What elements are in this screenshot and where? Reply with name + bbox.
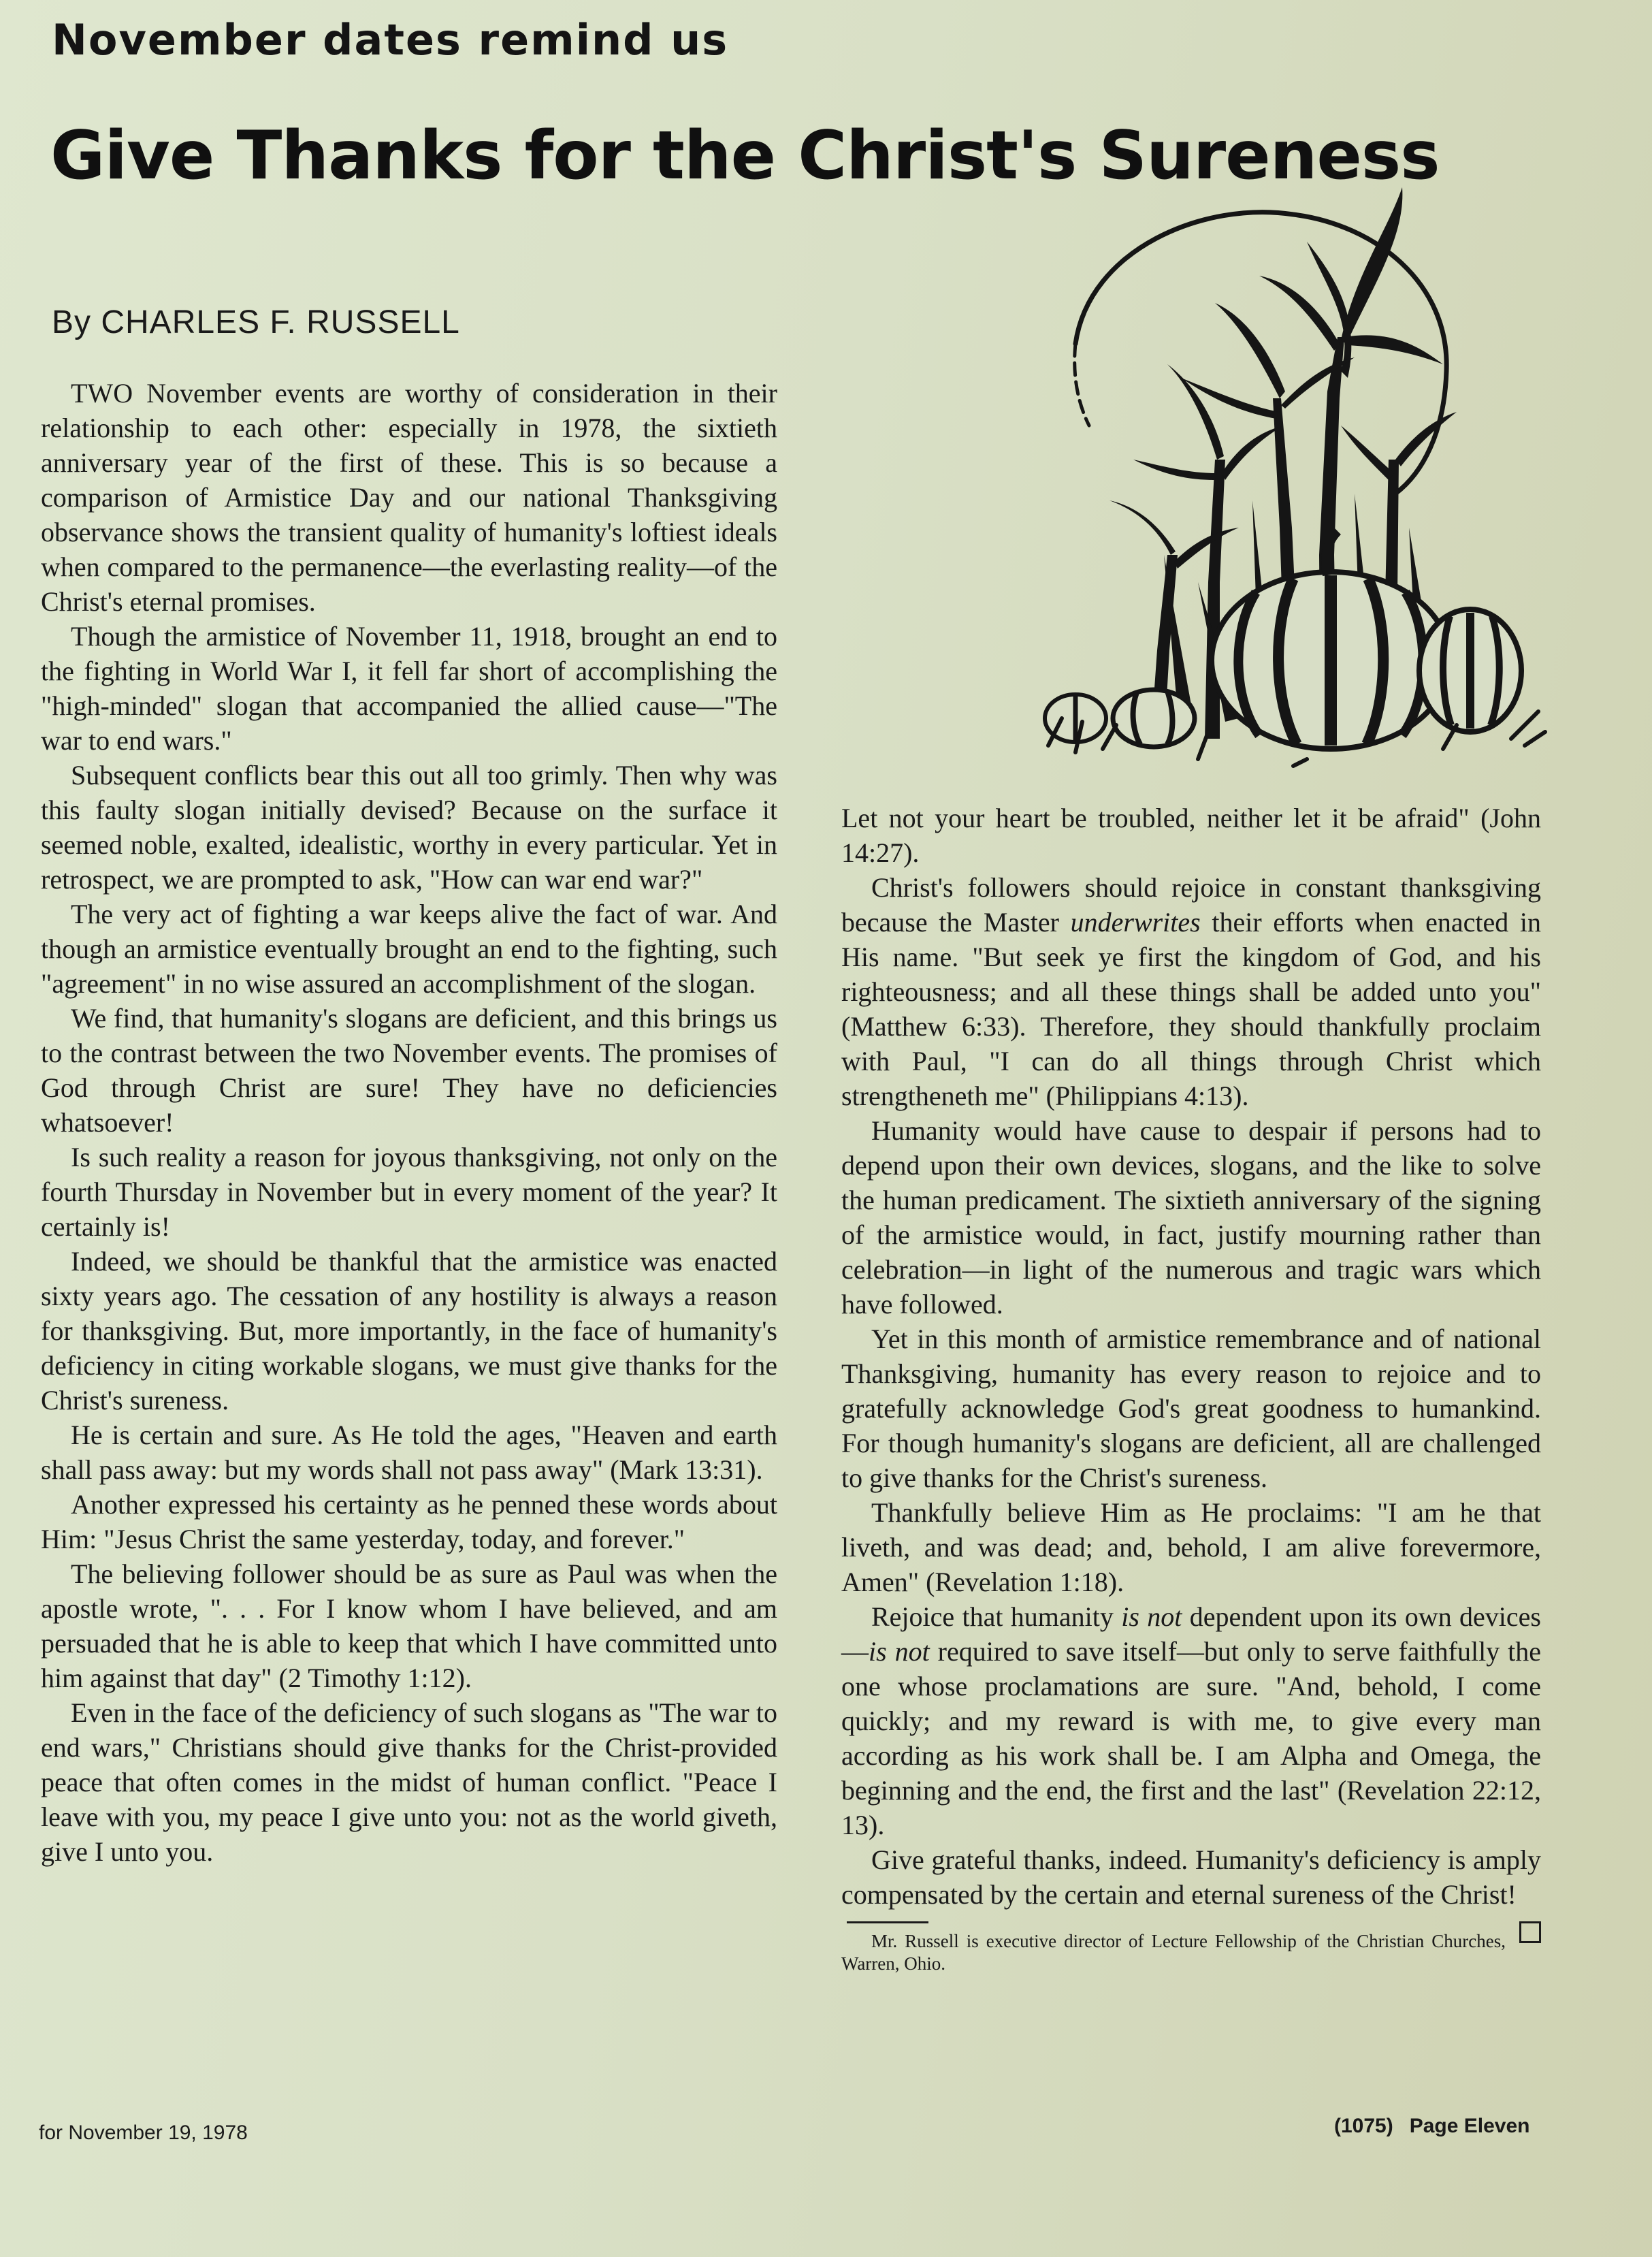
paragraph-continuation: Let not your heart be troubled, neither let it be afraid" (John 14:27). (841, 803, 1541, 868)
article-title: Give Thanks for the Christ's Sureness (50, 117, 1440, 195)
paragraph: Another expressed his certainty as he penned these words about Him: "Jesus Christ the same yesterday, today, and forever." (41, 1489, 777, 1554)
text-run: Rejoice that humanity (871, 1601, 1122, 1632)
page-number (1334, 2115, 1529, 2138)
page-label: Page Eleven (1409, 2115, 1530, 2137)
text-run: their efforts when enacted in His name. "But seek ye first the kingdom of God, and his righteousness; and all these things shall be added unto you" (Matthew 6:33). Therefore, they should thankfully proclaim with Paul, "I can do all things through Christ which strengtheneth me" (Philippians 4:13). (841, 907, 1542, 1111)
paragraph: He is certain and sure. As He told the ages, "Heaven and earth shall pass away: but my words shall not pass away" (Mark 13:31). (41, 1420, 777, 1485)
page-code: (1075) (1334, 2115, 1393, 2137)
right-column (841, 801, 1541, 1975)
paragraph: We find, that humanity's slogans are deficient, and this brings us to the contrast between the two November events. The promises of God through Christ are sure! They have no deficiencies whatsoever! (41, 1003, 777, 1138)
harvest-corn-pumpkin-illustration (1035, 174, 1552, 786)
byline: By CHARLES F. RUSSELL (52, 304, 460, 340)
emphasis: is not (1121, 1601, 1182, 1632)
paragraph (841, 1842, 1541, 1912)
paragraph: TWO November events are worthy of consideration in their relationship to each other: especially in 1978, the sixtieth anniversary year of the first of these. This is so because a comparison of Armistice Day and our national Thanksgiving observance shows the transient quality of humanity's loftiest ideals when compared to the permanence—the everlasting reality—of the Christ's eternal promises. (41, 378, 777, 617)
paragraph: The believing follower should be as sure as Paul was when the apostle wrote, ". . . For I know whom I have believed, and am persuaded that he is able to keep that which I have committed unto him against that day" (2 Timothy 1:12). (41, 1558, 777, 1693)
text-run: dependent upon its own devices— (841, 1601, 1541, 1667)
emphasis: underwrites (1070, 907, 1201, 938)
text-run: Christ's followers should rejoice in constant thanksgiving because the Master (841, 872, 1541, 938)
emphasis: is not (869, 1636, 930, 1667)
kicker: November dates remind us (52, 15, 729, 65)
paragraph: Even in the face of the deficiency of such slogans as "The war to end wars," Christians should give thanks for the Christ-provided peace that often comes in the midst of human conflict. "Peace I leave with you, my peace I give unto you: not as the world giveth, give I unto you. (41, 1697, 777, 1867)
paragraph: Though the armistice of November 11, 1918, brought an end to the fighting in World War I, it fell far short of accomplishing the "high-minded" slogan that accompanied the allied cause—"The war to end wars." (41, 621, 777, 756)
left-column (41, 376, 777, 1869)
text-run: required to save itself—but only to serve faithfully the one whose proclamations are sure. "And, behold, I come quickly; and my reward is with me, to give every man according as his work shall be. I am Alpha and Omega, the beginning and the end, the first and the last" (Revelation 22:12, 13). (841, 1636, 1541, 1840)
paragraph (841, 1599, 1541, 1842)
paragraph: Is such reality a reason for joyous thanksgiving, not only on the fourth Thursday in November but in every moment of the year? It certainly is! (41, 1142, 777, 1242)
note-divider (847, 1921, 928, 1923)
text-run: Give grateful thanks, indeed. Humanity's deficiency is amply compensated by the certain and eternal sureness of the Christ! (841, 1844, 1541, 1910)
paragraph: Yet in this month of armistice remembrance and of national Thanksgiving, humanity has every reason to rejoice and to gratefully acknowledge God's great goodness to humankind. For though humanity's slogans are deficient, all are challenged to give thanks for the Christ's sureness. (841, 1324, 1541, 1493)
paragraph (841, 870, 1541, 1113)
end-of-article-square-icon (1519, 1921, 1541, 1943)
paragraph: Thankfully believe Him as He proclaims: "I am he that liveth, and was dead; and, behold, I am alive forevermore, Amen" (Revelation 1:18). (841, 1497, 1541, 1597)
issue-date: for November 19, 1978 (39, 2122, 248, 2144)
paragraph: Humanity would have cause to despair if persons had to depend upon their own devices, slogans, and the like to solve the human predicament. The sixtieth anniversary of the signing of the armistice would, in fact, justify mourning rather than celebration—in light of the numerous and tragic wars which have followed. (841, 1115, 1541, 1319)
paragraph: Subsequent conflicts bear this out all too grimly. Then why was this faulty slogan initially devised? Because on the surface it seemed noble, exalted, idealistic, worthy in every particular. Yet in retrospect, we are prompted to ask, "How can war end war?" (41, 760, 777, 895)
paragraph: Indeed, we should be thankful that the armistice was enacted sixty years ago. The cessation of any hostility is always a reason for thanksgiving. But, more importantly, in the face of humanity's deficiency in citing workable slogans, we must give thanks for the Christ's sureness. (41, 1246, 777, 1415)
paragraph: The very act of fighting a war keeps alive the fact of war. And though an armistice eventually brought an end to the fighting, such "agreement" in no wise assured an accomplishment of the slogan. (41, 899, 777, 999)
author-note: Mr. Russell is executive director of Lecture Fellowship of the Christian Churches, Warren, Ohio. (841, 1931, 1506, 1974)
